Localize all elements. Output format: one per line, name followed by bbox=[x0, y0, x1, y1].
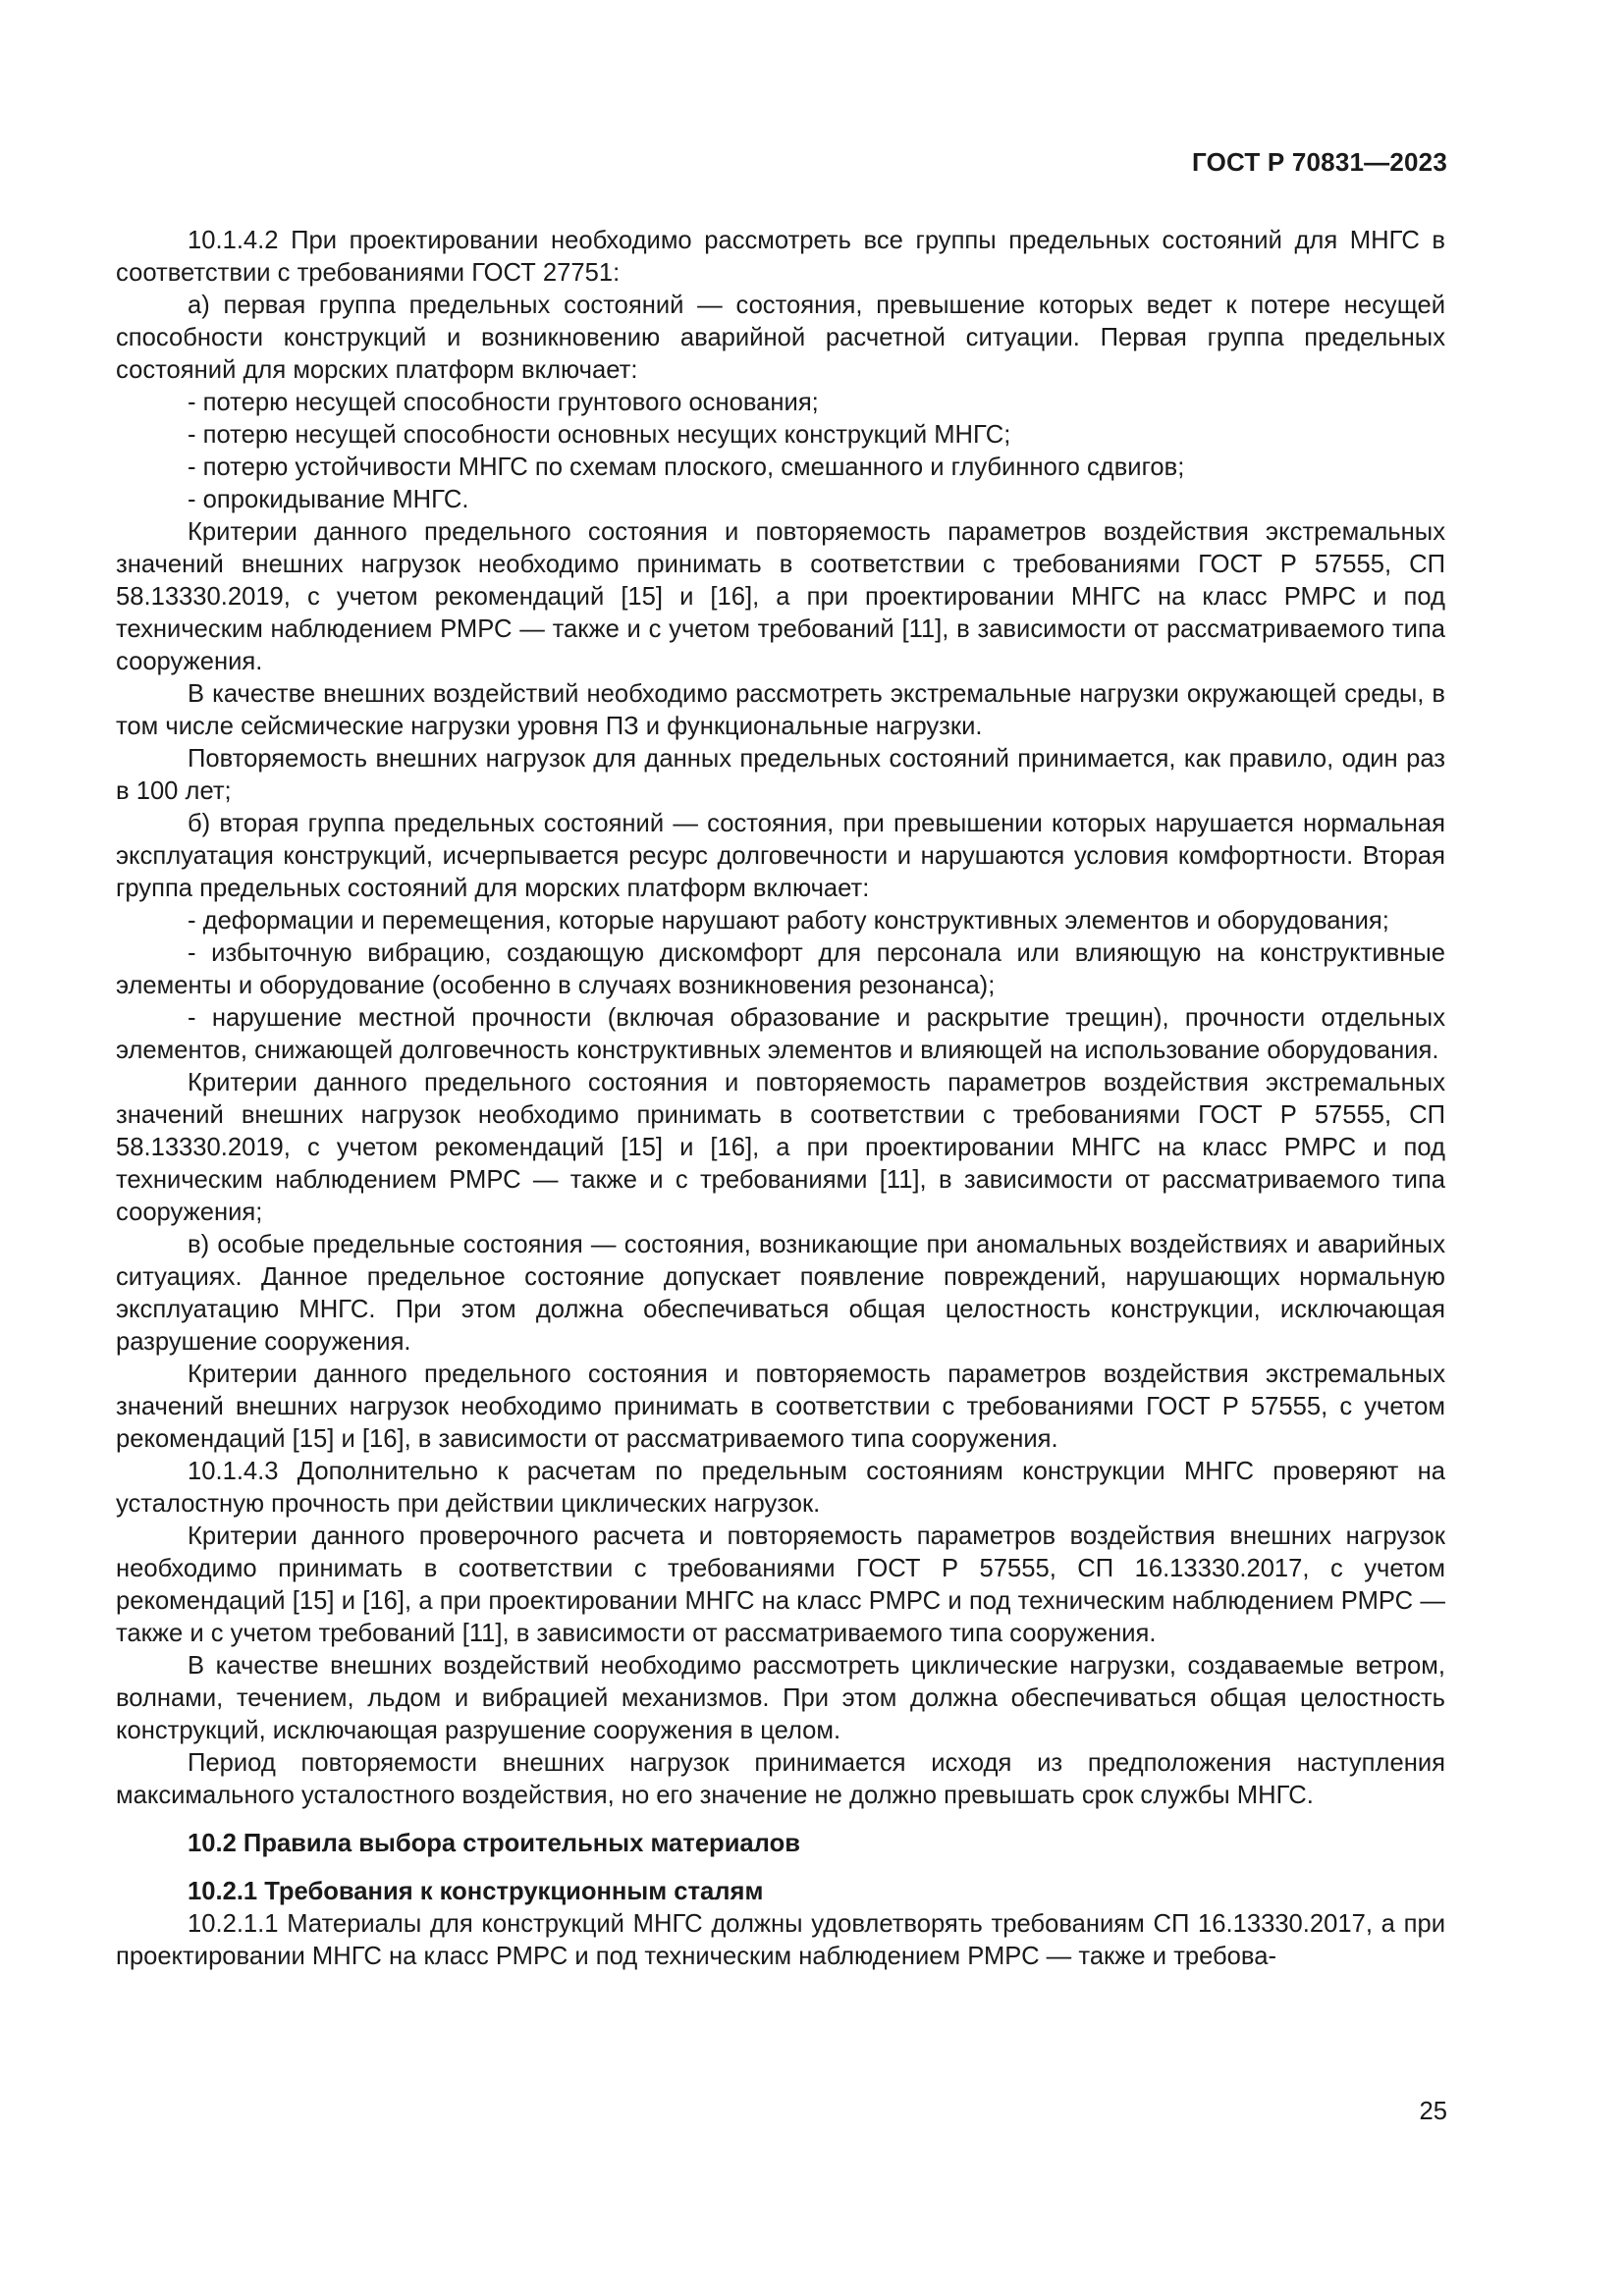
paragraph: Критерии данного проверочного расчета и повторяемость параметров воздействия внешних нагрузок необходимо принимать в соответствии с требованиями ГОСТ Р 57555, СП 16.13330.2017, с учетом рекомендаций [15] и [16], а при проектировании МНГС на класс РМРС и под техническим наблюдением РМРС — также и с учетом требований [11], в зависимости от рассматриваемого типа сооружения. bbox=[116, 1522, 1445, 1647]
page-number: 25 bbox=[1419, 2098, 1447, 2125]
paragraph: а) первая группа предельных состояний — состояния, превышение которых ведет к потере несущей способности конструкций и возникновению аварийной расчетной ситуации. Первая группа предельных состояний для морских платформ включает: bbox=[116, 292, 1445, 384]
paragraph: Критерии данного предельного состояния и повторяемость параметров воздействия экстремальных значений внешних нагрузок необходимо принимать в соответствии с требованиями ГОСТ Р 57555, с учетом рекомендаций [15] и [16], в зависимости от рассматриваемого типа сооружения. bbox=[116, 1361, 1445, 1453]
list-item: - избыточную вибрацию, создающую дискомфорт для персонала или влияющую на конструктивные элементы и оборудование (особенно в случаях возникновения резонанса); bbox=[116, 939, 1445, 999]
list-item: - деформации и перемещения, которые нарушают работу конструктивных элементов и оборудования; bbox=[188, 907, 1389, 934]
paragraph: В качестве внешних воздействий необходимо рассмотреть экстремальные нагрузки окружающей среды, в том числе сейсмические нагрузки уровня ПЗ и функциональные нагрузки. bbox=[116, 680, 1445, 740]
paragraph: в) особые предельные состояния — состояния, возникающие при аномальных воздействиях и аварийных ситуациях. Данное предельное состояние допускает появление повреждений, нарушающих нормальную эксплуатацию МНГС. При этом должна обеспечиваться общая целостность конструкции, исключающая разрушение сооружения. bbox=[116, 1231, 1445, 1356]
paragraph: Период повторяемости внешних нагрузок принимается исходя из предположения наступления максимального усталостного воздействия, но его значение не должно превышать срок службы МНГС. bbox=[116, 1749, 1445, 1809]
paragraph: 10.2.1.1 Материалы для конструкций МНГС должны удовлетворять требованиям СП 16.13330.2017, а при проектировании МНГС на класс РМРС и под техническим наблюдением РМРС — также и требова- bbox=[116, 1910, 1445, 1970]
paragraph: 10.1.4.3 Дополнительно к расчетам по предельным состояниям конструкции МНГС проверяют на усталостную прочность при действии циклических нагрузок. bbox=[116, 1458, 1445, 1518]
paragraph: Критерии данного предельного состояния и повторяемость параметров воздействия экстремальных значений внешних нагрузок необходимо принимать в соответствии с требованиями ГОСТ Р 57555, СП 58.13330.2019, с учетом рекомендаций [15] и [16], а при проектировании МНГС на класс РМРС и под техническим наблюдением РМРС — также и с требованиями [11], в зависимости от рассматриваемого типа сооружения; bbox=[116, 1069, 1445, 1226]
paragraph: В качестве внешних воздействий необходимо рассмотреть циклические нагрузки, создаваемые ветром, волнами, течением, льдом и вибрацией механизмов. При этом должна обеспечиваться общая целостность конструкций, исключающая разрушение сооружения в целом. bbox=[116, 1652, 1445, 1744]
paragraph: Повторяемость внешних нагрузок для данных предельных состояний принимается, как правило, один раз в 100 лет; bbox=[116, 745, 1445, 805]
list-item: - потерю устойчивости МНГС по схемам плоского, смешанного и глубинного сдвигов; bbox=[188, 454, 1185, 481]
list-item: - опрокидывание МНГС. bbox=[188, 486, 469, 513]
paragraph: Критерии данного предельного состояния и повторяемость параметров воздействия экстремальных значений внешних нагрузок необходимо принимать в соответствии с требованиями ГОСТ Р 57555, СП 58.13330.2019, с учетом рекомендаций [15] и [16], а при проектировании МНГС на класс РМРС и под техническим наблюдением РМРС — также и с учетом требований [11], в зависимости от рассматриваемого типа сооружения. bbox=[116, 518, 1445, 675]
section-heading: 10.2 Правила выбора строительных материалов bbox=[188, 1830, 800, 1857]
paragraph: б) вторая группа предельных состояний — состояния, при превышении которых нарушается нормальная эксплуатация конструкций, исчерпывается ресурс долговечности и нарушаются условия комфортности. Вторая группа предельных состояний для морских платформ включает: bbox=[116, 810, 1445, 902]
list-item: - потерю несущей способности грунтового основания; bbox=[188, 389, 819, 416]
list-item: - нарушение местной прочности (включая образование и раскрытие трещин), прочности отдельных элементов, снижающей долговечность конструктивных элементов и влияющей на использование оборудования. bbox=[116, 1004, 1445, 1064]
document-code: ГОСТ Р 70831—2023 bbox=[1192, 147, 1447, 177]
document-body bbox=[116, 225, 1445, 1973]
subsection-heading: 10.2.1 Требования к конструкционным сталям bbox=[188, 1878, 764, 1905]
list-item: - потерю несущей способности основных несущих конструкций МНГС; bbox=[188, 421, 1011, 449]
paragraph: 10.1.4.2 При проектировании необходимо рассмотреть все группы предельных состояний для МНГС в соответствии с требованиями ГОСТ 27751: bbox=[116, 227, 1445, 287]
